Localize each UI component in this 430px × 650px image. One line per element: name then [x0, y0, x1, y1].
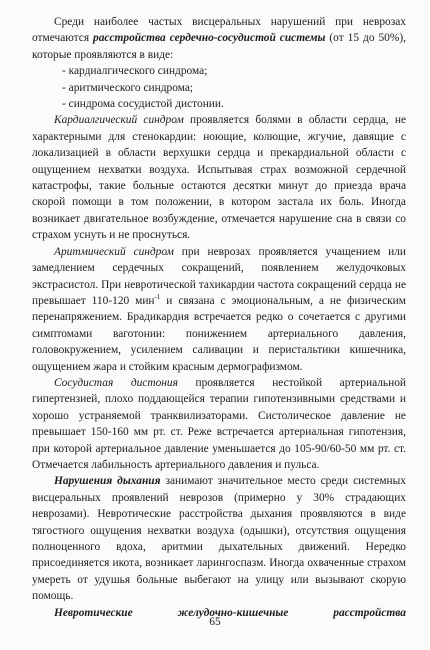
- intro-emphasis: расстройства сердечно-сосудистой системы: [93, 32, 326, 45]
- paragraph-intro: [32, 14, 406, 63]
- term-breathing: Нарушения дыхания: [54, 475, 161, 488]
- page-number: 65: [209, 616, 221, 628]
- list-item: - синдрома сосудистой дистонии.: [62, 98, 224, 111]
- text-breathing: занимают значительное место среди системных висцеральных проявлений неврозов (примерно у 30% страдающих неврозами). Невротические расстройства дыхания проявляются в виде тягостного ощущения нехватки воздуха (одышки), отсутствия ощущения полноценного вдоха, аритмии дыхательных движений. Нередко присоединяется икота, возникает ларингоспазм. Иногда охваченные страхом умереть от удушья больные выбегают на улицу или вызывают скорую помощь.: [32, 475, 406, 603]
- text-arrhythmic-2: и связана с эмоциональным, а не физическим перенапряжением. Брадикардия встречается редко о сочетается с другими симптомами ваготонии: понижением артериального давления, головокружением, усилением саливации и перистальтики кишечника, ощущением жара и стойким красным дермографизмом.: [32, 294, 406, 373]
- paragraph-arrhythmic: [32, 244, 406, 375]
- text-vascular: проявляется нестойкой артериальной гипертензией, плохо поддающейся терапии гипотензивными средствами и хорошо устраняемой транквилизаторами. Систолическое давление не превышает 150-160 мм рт. ст. Реже встречается артериальная гипотензия, при которой артериальное давление уменьшается до 105-90/60-50 мм рт. ст. Отмечается лабильность артериального давления и пульса.: [32, 376, 406, 471]
- heading-word: Невротические: [54, 606, 133, 619]
- term-cardialgic: Кардиалгический синдром: [54, 114, 184, 127]
- heading-word: желудочно-кишечные: [177, 606, 289, 619]
- paragraph-breathing: [32, 473, 406, 604]
- syndrome-list: [62, 63, 406, 112]
- term-arrhythmic: Аритмический синдром: [54, 245, 174, 258]
- heading-word: расстройства: [333, 606, 406, 619]
- intro-text-after: (от 15 до 50%), которые проявляются в виде:: [32, 32, 407, 61]
- page-body: [32, 14, 406, 621]
- list-item: - аритмического синдрома;: [62, 81, 194, 94]
- text-arrhythmic-1: при неврозах проявляется учащением или замедлением сердечных сокращений, появлением желудочковых экстрасистол. При невротической тахикардии частота сокращений сердца не превышает 110-120 мин: [32, 245, 407, 307]
- text-cardialgic: проявляется болями в области сердца, не характерными для стенокардии: ноющие, колющие, жгучие, давящие с локализацией в области верхушки сердца и прекардиальной области с ощущением нехватки воздуха. Испытывая страх возможной сердечной катастрофы, такие больные остаются десятки минут до приезда врача скорой помощи в том положении, в котором застала их боль. Иногда возникает двигательное возбуждение, отмечается нарушение сна в связи со страхом уснуть и не проснуться.: [32, 114, 406, 242]
- paragraph-vascular: [32, 375, 406, 473]
- paragraph-cardialgic: [32, 112, 406, 243]
- list-item: - кардиалгического синдрома;: [62, 65, 208, 78]
- superscript: -1: [154, 293, 161, 302]
- term-vascular: Сосудистая дистония: [54, 376, 178, 389]
- intro-text-before: Среди наиболее частых висцеральных нарушений при неврозах отмечаются: [32, 16, 406, 45]
